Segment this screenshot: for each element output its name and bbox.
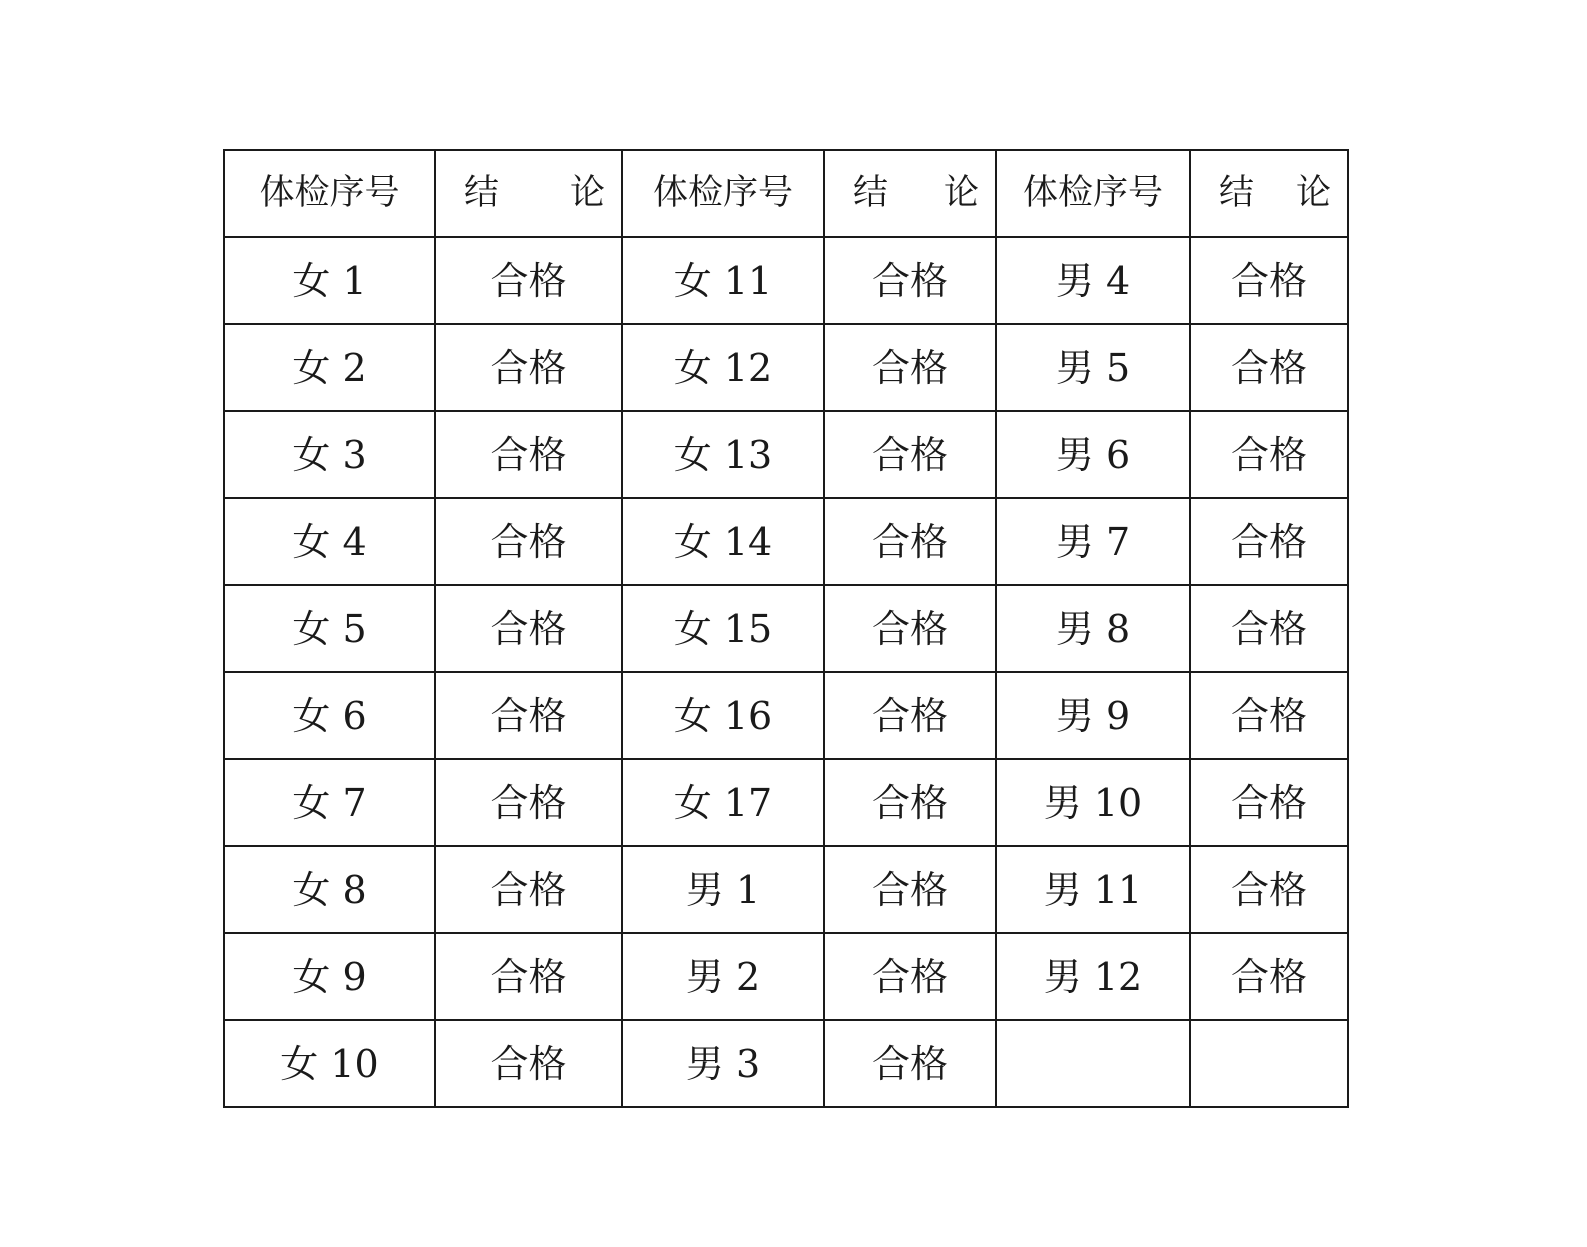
exam-number-cell: 男 1 xyxy=(622,846,824,933)
exam-number-cell: 男 4 xyxy=(996,237,1190,324)
exam-number-cell: 女 12 xyxy=(622,324,824,411)
table-header-row xyxy=(224,150,1348,237)
header-exam-number: 体检序号 xyxy=(996,150,1190,237)
conclusion-cell: 合格 xyxy=(435,498,622,585)
conclusion-cell: 合格 xyxy=(1190,933,1348,1020)
conclusion-cell: 合格 xyxy=(1190,498,1348,585)
exam-number-cell: 男 8 xyxy=(996,585,1190,672)
exam-number-cell: 女 1 xyxy=(224,237,435,324)
conclusion-cell: 合格 xyxy=(435,672,622,759)
conclusion-cell: 合格 xyxy=(1190,324,1348,411)
conclusion-cell: 合格 xyxy=(824,846,996,933)
table-row xyxy=(224,933,1348,1020)
exam-number-cell: 男 2 xyxy=(622,933,824,1020)
table-row xyxy=(224,237,1348,324)
header-conclusion-left: 结 xyxy=(464,173,500,213)
exam-number-cell: 女 10 xyxy=(224,1020,435,1107)
table-row xyxy=(224,846,1348,933)
conclusion-cell: 合格 xyxy=(824,585,996,672)
conclusion-cell: 合格 xyxy=(1190,759,1348,846)
conclusion-cell: 合格 xyxy=(435,1020,622,1107)
exam-number-cell xyxy=(996,1020,1190,1107)
exam-number-cell: 男 12 xyxy=(996,933,1190,1020)
conclusion-cell xyxy=(1190,1020,1348,1107)
exam-number-cell: 女 2 xyxy=(224,324,435,411)
conclusion-cell: 合格 xyxy=(1190,585,1348,672)
exam-number-cell: 女 9 xyxy=(224,933,435,1020)
exam-number-cell: 女 5 xyxy=(224,585,435,672)
conclusion-cell: 合格 xyxy=(435,933,622,1020)
conclusion-cell: 合格 xyxy=(435,759,622,846)
conclusion-cell: 合格 xyxy=(435,324,622,411)
exam-number-cell: 男 9 xyxy=(996,672,1190,759)
conclusion-cell: 合格 xyxy=(824,933,996,1020)
exam-number-cell: 女 13 xyxy=(622,411,824,498)
conclusion-cell: 合格 xyxy=(824,498,996,585)
exam-number-cell: 女 14 xyxy=(622,498,824,585)
conclusion-cell: 合格 xyxy=(824,411,996,498)
conclusion-cell: 合格 xyxy=(435,846,622,933)
conclusion-cell: 合格 xyxy=(1190,846,1348,933)
conclusion-cell: 合格 xyxy=(435,411,622,498)
table-row xyxy=(224,498,1348,585)
header-conclusion-left: 结 xyxy=(1219,173,1255,213)
conclusion-cell: 合格 xyxy=(435,585,622,672)
table-row xyxy=(224,672,1348,759)
exam-number-cell: 男 3 xyxy=(622,1020,824,1107)
conclusion-cell: 合格 xyxy=(824,324,996,411)
table-row xyxy=(224,411,1348,498)
conclusion-cell: 合格 xyxy=(824,1020,996,1107)
header-conclusion-left: 结 xyxy=(853,173,889,213)
header-conclusion-right: 论 xyxy=(1295,173,1331,213)
exam-number-cell: 女 16 xyxy=(622,672,824,759)
exam-number-cell: 男 5 xyxy=(996,324,1190,411)
exam-number-cell: 男 7 xyxy=(996,498,1190,585)
header-exam-number: 体检序号 xyxy=(622,150,824,237)
exam-results-table xyxy=(223,149,1349,1108)
exam-number-cell: 男 10 xyxy=(996,759,1190,846)
table-row xyxy=(224,324,1348,411)
conclusion-cell: 合格 xyxy=(435,237,622,324)
header-conclusion xyxy=(435,150,622,237)
exam-number-cell: 女 11 xyxy=(622,237,824,324)
conclusion-cell: 合格 xyxy=(824,672,996,759)
exam-number-cell: 女 15 xyxy=(622,585,824,672)
header-conclusion-right: 论 xyxy=(943,173,979,213)
exam-number-cell: 男 11 xyxy=(996,846,1190,933)
table-row xyxy=(224,1020,1348,1107)
header-conclusion xyxy=(824,150,996,237)
conclusion-cell: 合格 xyxy=(1190,237,1348,324)
exam-number-cell: 男 6 xyxy=(996,411,1190,498)
exam-number-cell: 女 7 xyxy=(224,759,435,846)
conclusion-cell: 合格 xyxy=(824,759,996,846)
header-exam-number: 体检序号 xyxy=(224,150,435,237)
exam-number-cell: 女 17 xyxy=(622,759,824,846)
exam-number-cell: 女 3 xyxy=(224,411,435,498)
conclusion-cell: 合格 xyxy=(824,237,996,324)
exam-number-cell: 女 6 xyxy=(224,672,435,759)
table-row xyxy=(224,759,1348,846)
conclusion-cell: 合格 xyxy=(1190,411,1348,498)
header-conclusion-right: 论 xyxy=(569,173,605,213)
table-row xyxy=(224,585,1348,672)
exam-number-cell: 女 8 xyxy=(224,846,435,933)
conclusion-cell: 合格 xyxy=(1190,672,1348,759)
header-conclusion xyxy=(1190,150,1348,237)
exam-number-cell: 女 4 xyxy=(224,498,435,585)
